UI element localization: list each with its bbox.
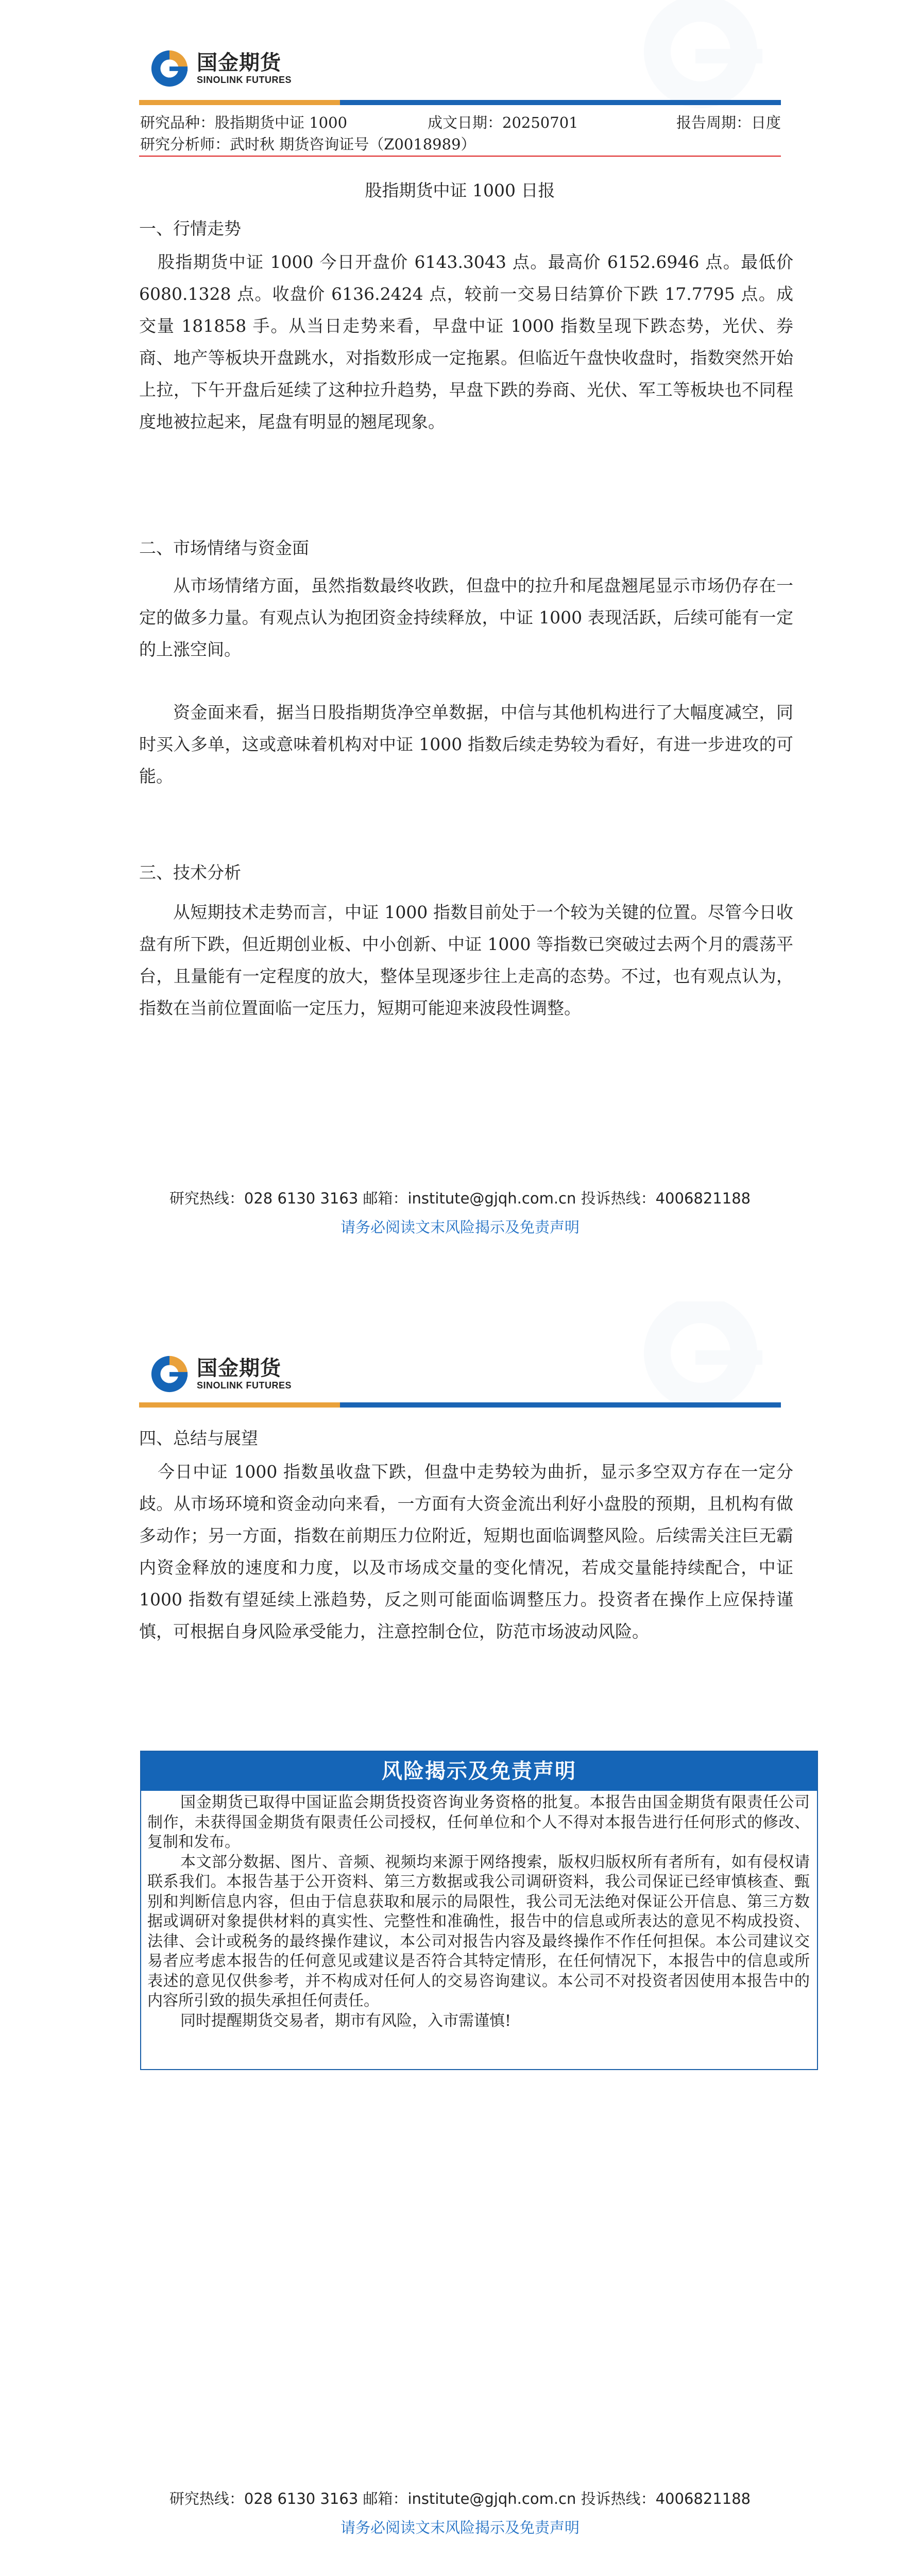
analyst-info: 研究分析师：武时秋 期货咨询证号（Z0018989） xyxy=(140,135,476,153)
sinolink-logo-icon xyxy=(149,48,190,89)
section-heading-summary: 四、总结与展望 xyxy=(139,1428,258,1448)
sinolink-logo-icon xyxy=(149,1354,190,1394)
header-color-bar xyxy=(139,1402,781,1408)
section-heading-sentiment: 二、市场情绪与资金面 xyxy=(139,538,309,558)
disclaimer-notice-link[interactable]: 请务必阅读文末风险揭示及免责声明 xyxy=(340,2519,580,2536)
logo-chinese-name: 国金期货 xyxy=(197,51,281,75)
sentiment-paragraph: 从市场情绪方面，虽然指数最终收跌，但盘中的拉升和尾盘翘尾显示市场仍存在一定的做多力量。有观点认为抱团资金持续释放，中证 1000 表现活跃，后续可能有一定的上涨空间。 xyxy=(139,575,793,659)
technical-paragraph: 从短期技术走势而言，中证 1000 指数目前处于一个较为关键的位置。尽管今日收盘有所下跌，但近期创业板、中小创新、中证 1000 等指数已突破过去两个月的震荡平台，且量能有一定程度的放大，整体呈现逐步往上走高的态势。不过，也有观点认为，指数在当前位置面临一定压力，短期可能迎来波段性调整。 xyxy=(139,902,793,1018)
report-date: 成文日期：20250701 xyxy=(428,114,578,131)
report-meta-row xyxy=(139,111,781,132)
risk-paragraph-disclaimer: 本文部分数据、图片、音频、视频均来源于网络搜索，版权归版权所有者所有，如有侵权请联系我们。本报告基于公开资料、第三方数据或我公司调研资料，我公司保证已经审慎核查、甄别和判断信息内容，但由于信息获取和展示的局限性，我公司无法绝对保证公开信息、第三方数据或调研对象提供材料的真实性、完整性和准确性，报告中的信息或所表达的意见不构成投资、法律、会计或税务的最终操作建议，本公司对报告内容及最终操作不作任何担保。本公司建议交易者应考虑本报告的任何意见或建议是否符合其特定情形，在任何情况下，本报告中的信息或所表述的意见仅供参考，并不构成对任何人的交易咨询建议。本公司不对投资者因使用本报告中的内容所引致的损失承担任何责任。 xyxy=(147,1853,810,2010)
logo-english-name: SINOLINK FUTURES xyxy=(197,1380,292,1391)
analyst-row xyxy=(139,133,781,154)
summary-paragraph: 今日中证 1000 指数虽收盘下跌，但盘中走势较为曲折，显示多空双方存在一定分歧。从市场环境和资金动向来看，一方面有大资金流出利好小盘股的预期，且机构有做多动作；另一方面，指数在前期压力位附近，短期也面临调整风险。后续需关注巨无霸内资金释放的速度和力度，以及市场成交量的变化情况，若成交量能持续配合，中证 1000 指数有望延续上涨趋势，反之则可能面临调整压力。投资者在操作上应保持谨慎，可根据自身风险承受能力，注意控制仓位，防范市场波动风险。 xyxy=(139,1462,793,1641)
report-title: 股指期货中证 1000 日报 xyxy=(365,180,555,200)
market-trend-paragraph: 股指期货中证 1000 今日开盘价 6143.3043 点。最高价 6152.6946 点。最低价 6080.1328 点。收盘价 6136.2424 点，较前一交易日结算价下跌 17.7795 点。成交量 181858 手。从当日走势来看，早盘中证 1000 指数呈现下跌态势，光伏、券商、地产等板块开盘跳水，对指数形成一定拖累。但临近午盘快收盘时，指数突然开始上拉，下午开盘后延续了这种拉升趋势，早盘下跌的券商、光伏、军工等板块也不同程度地被拉起来，尾盘有明显的翘尾现象。 xyxy=(139,252,793,432)
header-divider xyxy=(139,156,781,157)
section-heading-technical: 三、技术分析 xyxy=(139,862,241,883)
risk-paragraph-reminder: 同时提醒期货交易者，期市有风险，入市需谨慎! xyxy=(180,2011,512,2030)
logo-chinese-name: 国金期货 xyxy=(197,1357,281,1380)
sinolink-logo xyxy=(149,45,292,92)
risk-disclaimer-title: 风险揭示及免责声明 xyxy=(141,1752,817,1791)
contact-footer: 研究热线：028 6130 3163 邮箱：institute@gjqh.com.cn 投诉热线：4006821188 xyxy=(169,1190,751,1207)
risk-paragraph-qualification: 国金期货已取得中国证监会期货投资咨询业务资格的批复。本报告由国金期货有限责任公司制作，未获得国金期货有限责任公司授权，任何单位和个人不得对本报告进行任何形式的修改、复制和发布。 xyxy=(147,1793,810,1851)
logo-english-name: SINOLINK FUTURES xyxy=(197,75,292,85)
disclaimer-notice-link[interactable]: 请务必阅读文末风险揭示及免责声明 xyxy=(340,1218,580,1236)
report-page-2 xyxy=(0,1301,920,2576)
report-period: 报告周期：日度 xyxy=(676,114,781,131)
watermark-logo xyxy=(608,1301,783,1435)
contact-footer: 研究热线：028 6130 3163 邮箱：institute@gjqh.com.cn 投诉热线：4006821188 xyxy=(169,2490,751,2507)
section-heading-market: 一、行情走势 xyxy=(139,218,241,239)
research-variety: 研究品种：股指期货中证 1000 xyxy=(140,114,348,131)
sinolink-logo xyxy=(149,1351,292,1397)
funds-paragraph: 资金面来看，据当日股指期货净空单数据，中信与其他机构进行了大幅度减空，同时买入多单，这或意味着机构对中证 1000 指数后续走势较为看好，有进一步进攻的可能。 xyxy=(139,702,793,786)
header-color-bar xyxy=(139,100,781,105)
risk-disclaimer-box xyxy=(140,1751,818,2070)
